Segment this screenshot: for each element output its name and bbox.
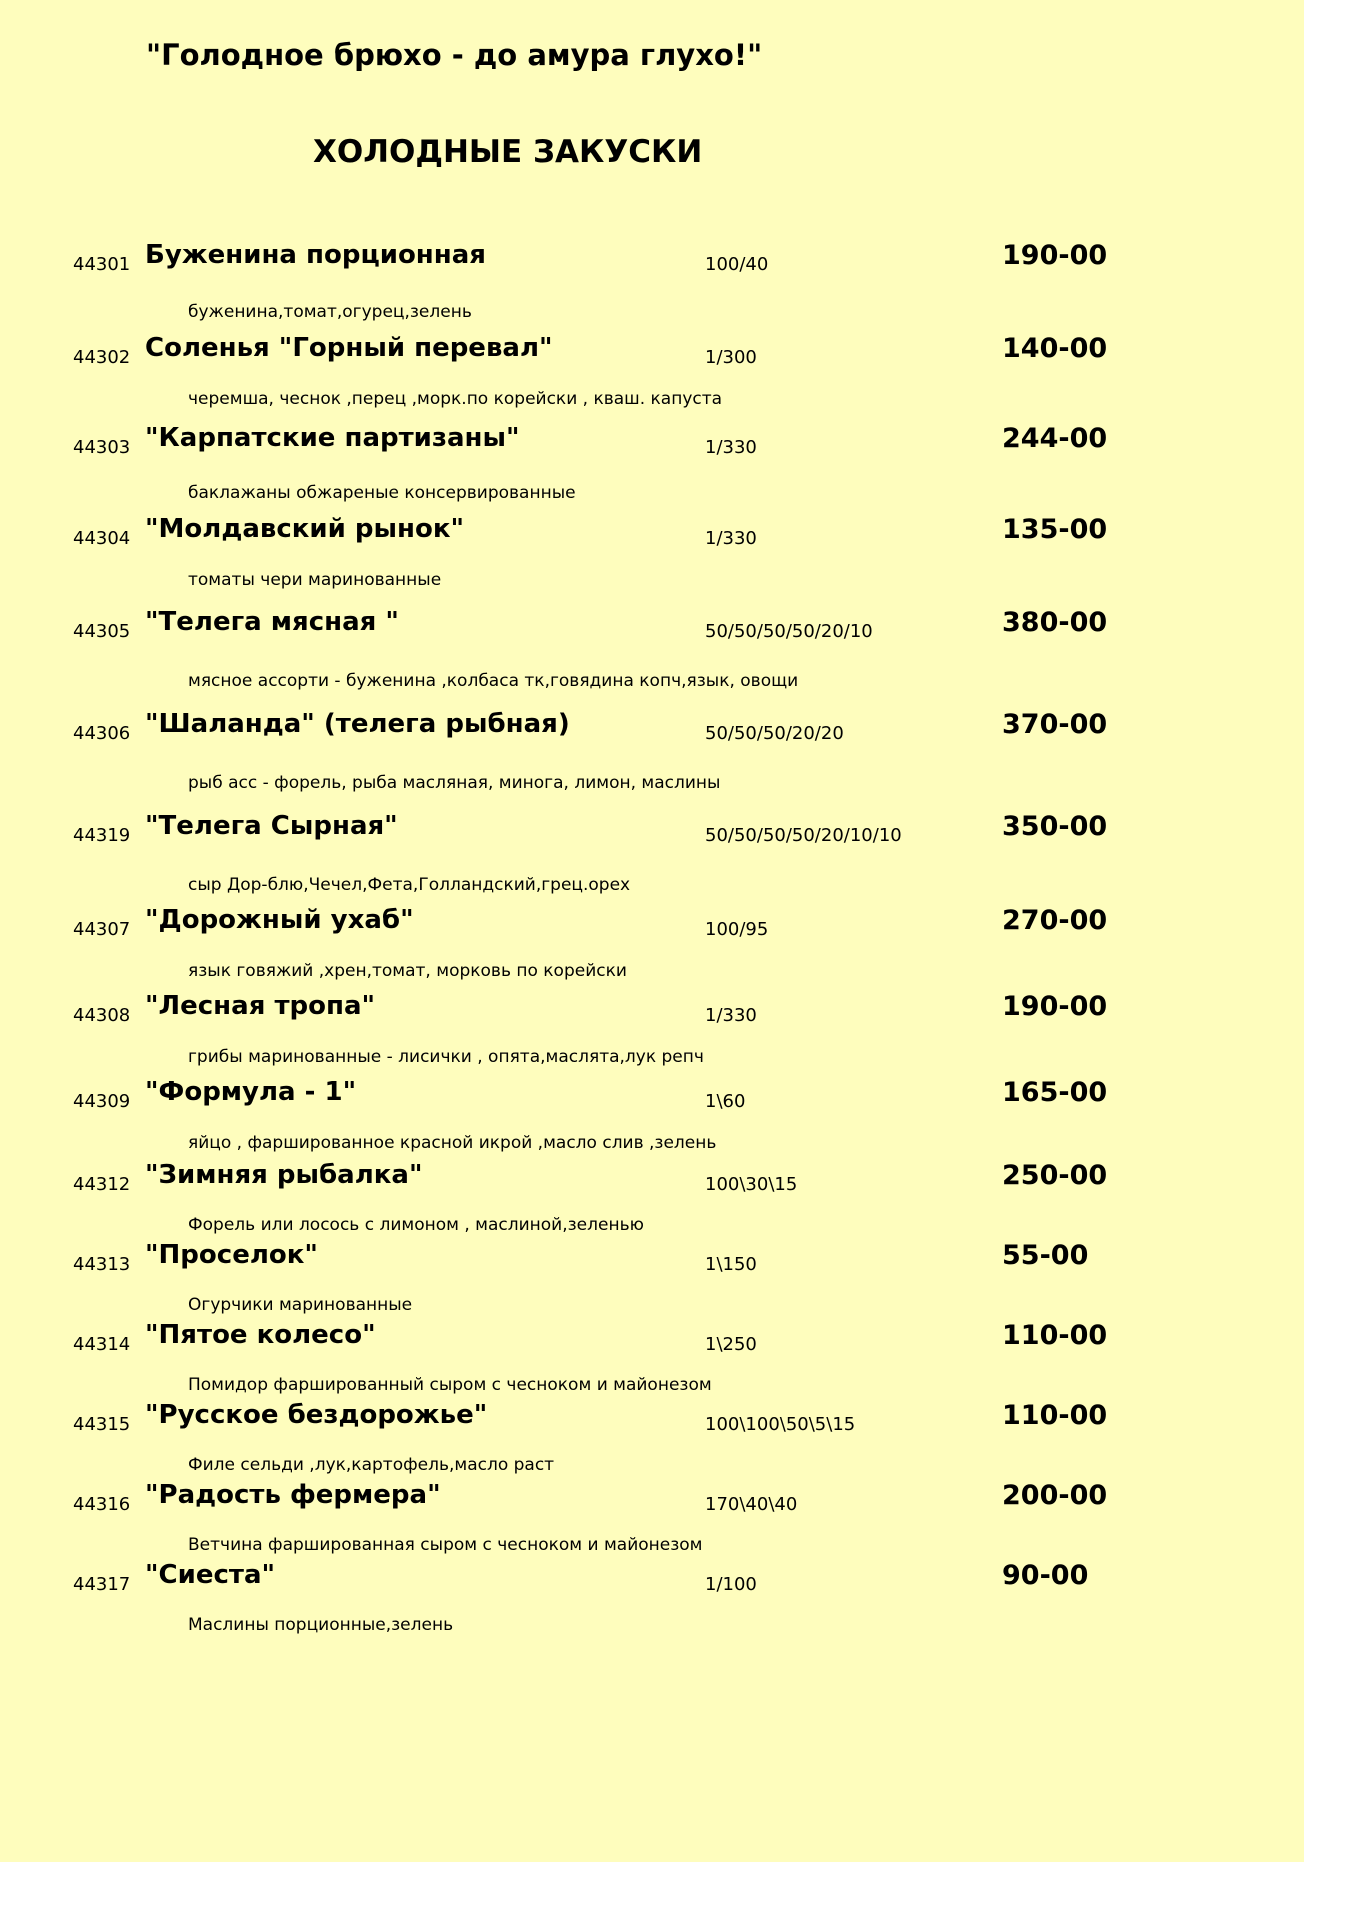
item-code: 44316	[73, 1494, 131, 1515]
item-description: мясное ассорти - буженина ,колбаса тк,говядина копч,язык, овощи	[188, 671, 799, 691]
item-description: Филе сельди ,лук,картофель,масло раст	[188, 1455, 555, 1475]
item-name: Соленья "Горный перевал"	[145, 333, 553, 363]
menu-item	[0, 1400, 1304, 1480]
item-code: 44304	[73, 528, 131, 549]
item-code: 44314	[73, 1334, 131, 1355]
item-code: 44315	[73, 1414, 131, 1435]
item-name: "Молдавский рынок"	[145, 514, 465, 544]
item-code: 44308	[73, 1005, 131, 1026]
item-name: "Сиеста"	[145, 1560, 276, 1590]
item-price: 90-00	[1002, 1560, 1089, 1591]
item-description: буженина,томат,огурец,зелень	[188, 302, 472, 322]
item-price: 270-00	[1002, 905, 1108, 936]
item-description: черемша, чеснок ,перец ,морк.по корейски , кваш. капуста	[188, 389, 723, 409]
item-price: 250-00	[1002, 1160, 1108, 1191]
item-description: томаты чери маринованные	[188, 570, 442, 590]
item-name: "Телега Сырная"	[145, 811, 398, 841]
item-price: 165-00	[1002, 1077, 1108, 1108]
item-name: "Формула - 1"	[145, 1077, 357, 1107]
item-name: Буженина порционная	[145, 240, 486, 270]
item-name: "Проселок"	[145, 1240, 318, 1270]
item-portion: 100\30\15	[705, 1174, 798, 1195]
item-name: "Русское бездорожье"	[145, 1400, 488, 1430]
menu-item	[0, 333, 1304, 413]
item-portion: 1/330	[705, 1005, 757, 1026]
item-code: 44302	[73, 347, 131, 368]
item-portion: 50/50/50/20/20	[705, 723, 844, 744]
item-price: 350-00	[1002, 811, 1108, 842]
section-title: ХОЛОДНЫЕ ЗАКУСКИ	[313, 134, 703, 170]
menu-item	[0, 1240, 1304, 1320]
item-price: 55-00	[1002, 1240, 1089, 1271]
item-code: 44319	[73, 825, 131, 846]
menu-motto: "Голодное брюхо - до амура глухо!"	[146, 38, 763, 72]
item-name: "Карпатские партизаны"	[145, 423, 520, 453]
item-description: Огурчики маринованные	[188, 1295, 413, 1315]
item-price: 110-00	[1002, 1320, 1108, 1351]
item-code: 44309	[73, 1091, 131, 1112]
item-portion: 1/100	[705, 1574, 757, 1595]
item-price: 190-00	[1002, 991, 1108, 1022]
item-portion: 100/40	[705, 254, 769, 275]
item-portion: 100\100\50\5\15	[705, 1414, 856, 1435]
item-code: 44312	[73, 1174, 131, 1195]
menu-item	[0, 709, 1304, 793]
menu-item	[0, 1077, 1304, 1157]
item-code: 44317	[73, 1574, 131, 1595]
menu-item	[0, 1480, 1304, 1560]
item-portion: 1\250	[705, 1334, 757, 1355]
item-portion: 170\40\40	[705, 1494, 798, 1515]
item-price: 370-00	[1002, 709, 1108, 740]
item-name: "Дорожный ухаб"	[145, 905, 414, 935]
menu-item	[0, 991, 1304, 1071]
item-code: 44313	[73, 1254, 131, 1275]
item-portion: 1/330	[705, 437, 757, 458]
menu-item	[0, 240, 1304, 320]
item-code: 44305	[73, 621, 131, 642]
item-portion: 1\150	[705, 1254, 757, 1275]
item-description: грибы маринованные - лисички , опята,маслята,лук репч	[188, 1047, 704, 1067]
item-price: 140-00	[1002, 333, 1108, 364]
item-portion: 50/50/50/50/20/10/10	[705, 825, 902, 846]
menu-item	[0, 905, 1304, 985]
item-portion: 1/330	[705, 528, 757, 549]
menu-item	[0, 1320, 1304, 1400]
item-code: 44307	[73, 919, 131, 940]
menu-item	[0, 1560, 1304, 1640]
item-description: Ветчина фаршированная сыром с чесноком и майонезом	[188, 1535, 703, 1555]
item-description: яйцо , фаршированное красной икрой ,масло слив ,зелень	[188, 1133, 717, 1153]
menu-item	[0, 607, 1304, 691]
menu-item	[0, 423, 1304, 503]
item-description: Форель или лосось с лимоном , маслиной,зеленью	[188, 1215, 644, 1235]
item-code: 44306	[73, 723, 131, 744]
item-name: "Радость фермера"	[145, 1480, 441, 1510]
item-description: Помидор фаршированный сыром с чесноком и майонезом	[188, 1375, 712, 1395]
item-description: Маслины порционные,зелень	[188, 1615, 454, 1635]
item-name: "Пятое колесо"	[145, 1320, 376, 1350]
item-description: рыб асс - форель, рыба масляная, минога, лимон, маслины	[188, 773, 721, 793]
item-price: 380-00	[1002, 607, 1108, 638]
item-description: сыр Дор-блю,Чечел,Фета,Голландский,грец.орех	[188, 875, 631, 895]
item-portion: 1\60	[705, 1091, 746, 1112]
menu-item	[0, 811, 1304, 895]
item-price: 190-00	[1002, 240, 1108, 271]
item-price: 244-00	[1002, 423, 1108, 454]
item-name: "Шаланда" (телега рыбная)	[145, 709, 570, 739]
item-name: "Зимняя рыбалка"	[145, 1160, 423, 1190]
item-code: 44301	[73, 254, 131, 275]
item-price: 135-00	[1002, 514, 1108, 545]
item-description: язык говяжий ,хрен,томат, морковь по корейски	[188, 961, 627, 981]
item-name: "Телега мясная "	[145, 607, 399, 637]
item-name: "Лесная тропа"	[145, 991, 376, 1021]
item-portion: 100/95	[705, 919, 769, 940]
item-price: 110-00	[1002, 1400, 1108, 1431]
item-description: баклажаны обжареные консервированные	[188, 483, 576, 503]
item-portion: 50/50/50/50/20/10	[705, 621, 873, 642]
item-code: 44303	[73, 437, 131, 458]
menu-item	[0, 1160, 1304, 1240]
item-portion: 1/300	[705, 347, 757, 368]
item-price: 200-00	[1002, 1480, 1108, 1511]
menu-item	[0, 514, 1304, 594]
